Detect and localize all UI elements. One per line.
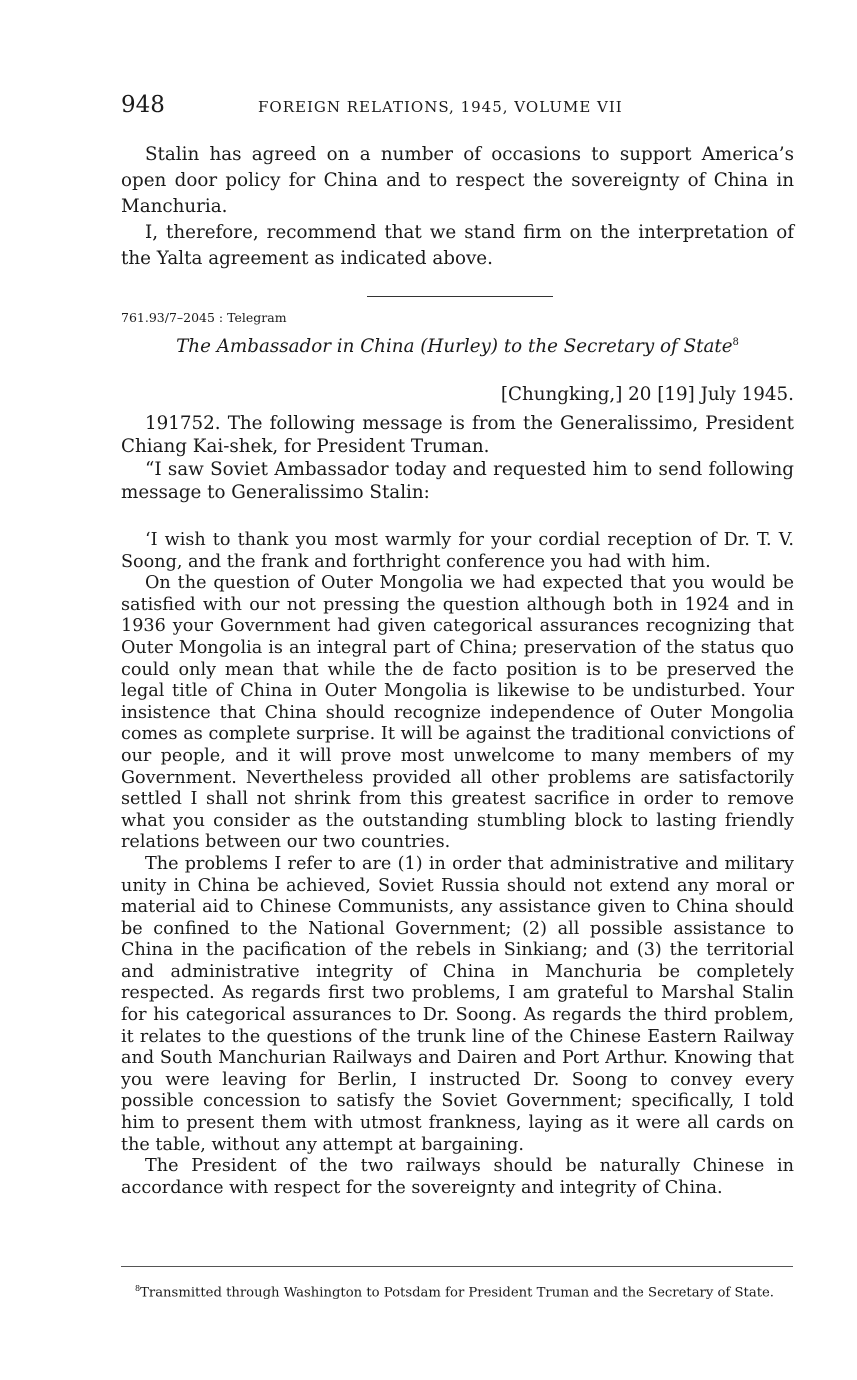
paragraph: 191752. The following message is from the Generalissimo, President Chiang Kai-shek, for President Truman. bbox=[121, 413, 794, 457]
quoted-paragraph: The problems I refer to are (1) in order that administrative and military unity in China be achieved, Soviet Russia should not extend any moral or material aid to Chinese Communists, any assistance given to China should be confined to the National Government; (2) all possible assistance to China in the pacification of the rebels in Sinkiang; and (3) the territorial and administrative integrity of China in Manchuria be completely respected. As regards first two problems, I am grateful to Marshal Stalin for his categorical assurances to Dr. Soong. As regards the third problem, it relates to the questions of the trunk line of the Chinese Eastern Railway and South Manchurian Railways and Dairen and Port Arthur. Knowing that you were leaving for Berlin, I instructed Dr. Soong to convey every possible concession to satisfy the Soviet Government; specifically, I told him to present them with utmost frankness, laying as it were all cards on the table, without any attempt at bargaining. bbox=[121, 853, 794, 1155]
quoted-paragraph: ‘I wish to thank you most warmly for your cordial reception of Dr. T. V. Soong, and the frank and forthright conference you had with him. bbox=[121, 530, 794, 572]
file-reference: 761.93/7–2045 : Telegram bbox=[121, 310, 287, 325]
document-title bbox=[121, 336, 794, 357]
footnote-mark: 8 bbox=[135, 1284, 141, 1293]
page-header bbox=[121, 92, 793, 128]
section-divider bbox=[367, 296, 553, 297]
document-title-text: The Ambassador in China (Hurley) to the Secretary of State bbox=[176, 336, 733, 357]
page-number: 948 bbox=[121, 92, 165, 118]
paragraph: “I saw Soviet Ambassador today and requested him to send following message to Generalissimo Stalin: bbox=[121, 459, 794, 503]
continued-text bbox=[121, 142, 794, 272]
telegram-body bbox=[121, 412, 794, 504]
paragraph: Stalin has agreed on a number of occasions to support America’s open door policy for China and to respect the sovereignty of China in Manchuria. bbox=[121, 144, 794, 217]
footnote-marker: 8 bbox=[732, 336, 739, 348]
footnote-text: Transmitted through Washington to Potsdam for President Truman and the Secretary of State. bbox=[140, 1285, 775, 1301]
quoted-paragraph: On the question of Outer Mongolia we had expected that you would be satisfied with our not pressing the question although both in 1924 and in 1936 your Government had given categorical assurances recognizing that Outer Mongolia is an integral part of China; preservation of the status quo could only mean that while the de facto position is to be preserved the legal title of China in Outer Mongolia is likewise to be undisturbed. Your insistence that China should recognize independence of Outer Mongolia comes as complete surprise. It will be against the traditional convictions of our people, and it will prove most unwelcome to many members of my Government. Nevertheless provided all other problems are satisfactorily settled I shall not shrink from this greatest sacrifice in order to remove what you consider as the outstanding stumbling block to lasting friendly relations between our two countries. bbox=[121, 573, 794, 853]
quoted-message bbox=[121, 530, 794, 1199]
quoted-paragraph: The President of the two railways should be naturally Chinese in accordance with respect for the sovereignty and integrity of China. bbox=[121, 1156, 794, 1198]
footnote bbox=[121, 1280, 794, 1301]
footnote-divider bbox=[121, 1266, 793, 1267]
paragraph: I, therefore, recommend that we stand firm on the interpretation of the Yalta agreement as indicated above. bbox=[121, 222, 794, 269]
running-head: FOREIGN RELATIONS, 1945, VOLUME VII bbox=[258, 98, 623, 116]
dateline: [Chungking,] 20 [19] July 1945. bbox=[500, 384, 794, 405]
